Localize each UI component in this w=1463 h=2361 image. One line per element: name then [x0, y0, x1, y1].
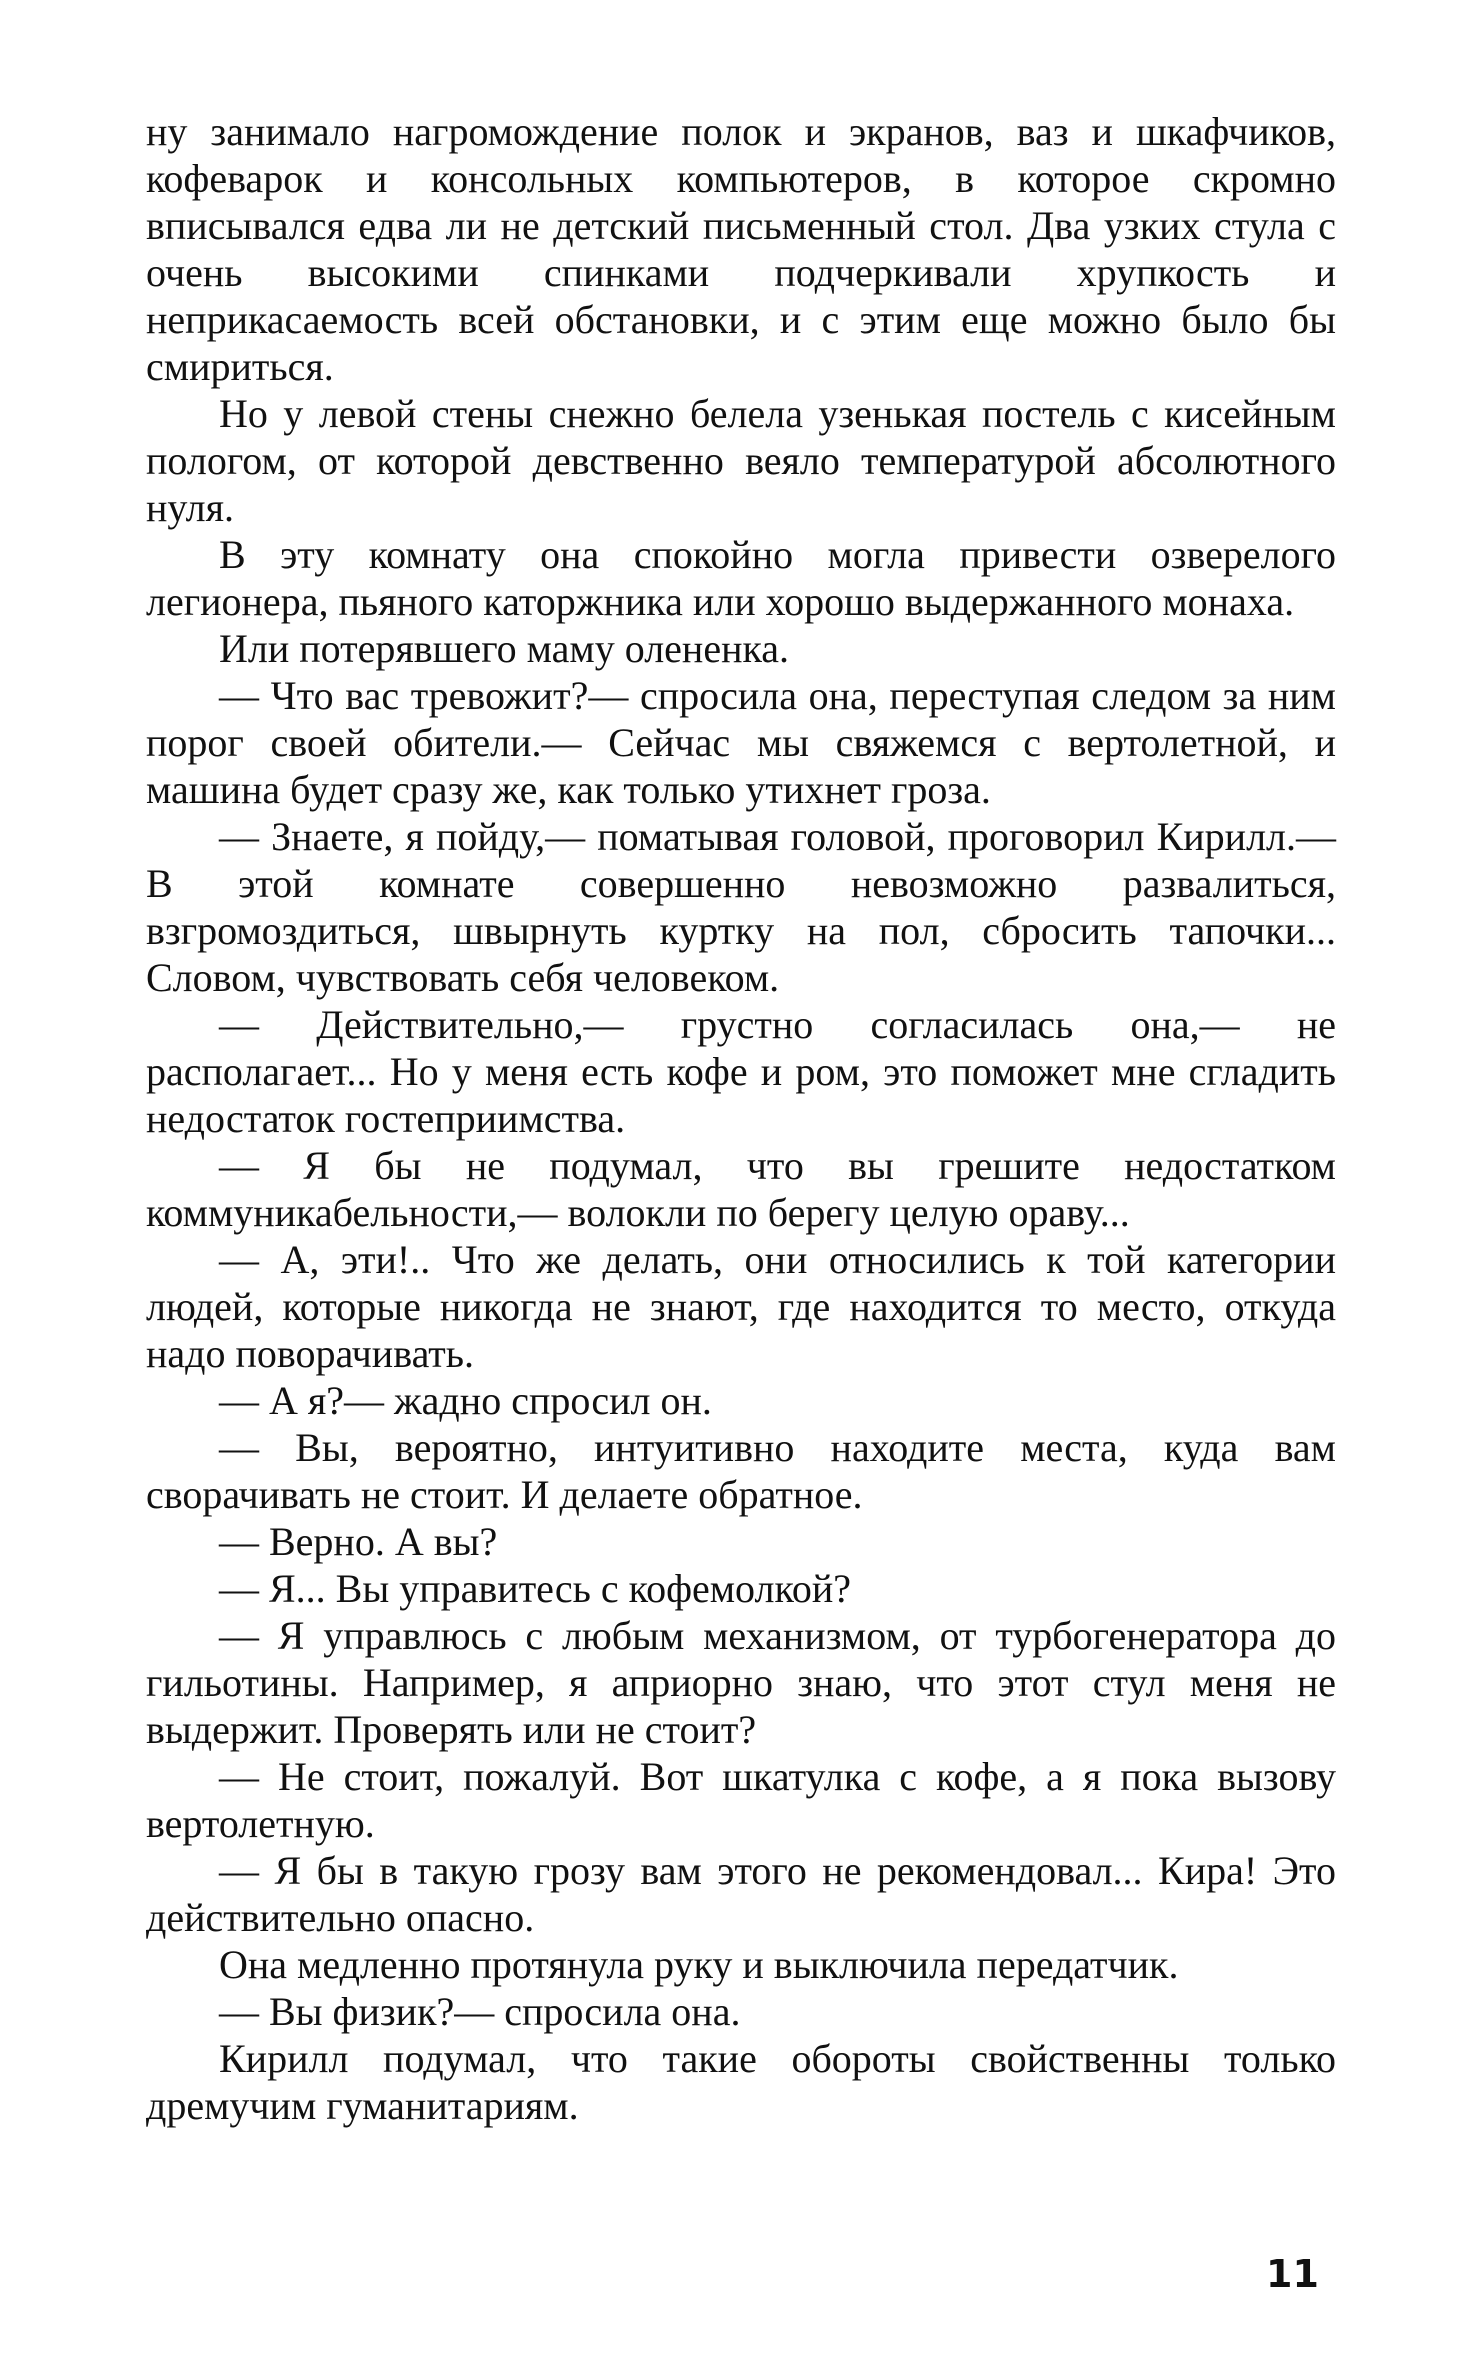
dialogue-paragraph: — Вы физик?— спросила она. — [219, 1989, 741, 2034]
dialogue-paragraph: — Не стоит, пожалуй. Вот шкатулка с кофе, а я пока вызову вертолетную. — [146, 1754, 1336, 1846]
paragraph: В эту комнату она спокойно могла привести озверелого легионера, пьяного каторжника или хорошо выдержанного монаха. — [146, 532, 1336, 624]
dialogue-paragraph: — А, эти!.. Что же делать, они относились к той категории людей, которые никогда не знают, где находится то место, откуда надо поворачивать. — [146, 1237, 1336, 1376]
dialogue-paragraph: — А я?— жадно спросил он. — [219, 1378, 712, 1423]
dialogue-paragraph: — Что вас тревожит?— спросила она, переступая следом за ним порог своей обители.— Сейчас мы свяжемся с вертолетной, и машина будет сразу же, как только утихнет гроза. — [146, 673, 1336, 812]
paragraph: Или потерявшего маму олененка. — [219, 626, 790, 671]
dialogue-paragraph: — Я бы не подумал, что вы грешите недостатком коммуникабельности,— волокли по берегу целую ораву... — [146, 1143, 1336, 1235]
dialogue-paragraph: — Я управлюсь с любым механизмом, от турбогенератора до гильотины. Например, я априорно знаю, что этот стул меня не выдержит. Проверять или не стоит? — [146, 1613, 1336, 1752]
dialogue-paragraph: — Верно. А вы? — [219, 1519, 498, 1564]
paragraph: Она медленно протянула руку и выключила передатчик. — [219, 1942, 1179, 1987]
dialogue-paragraph: — Знаете, я пойду,— поматывая головой, проговорил Кирилл.— В этой комнате совершенно невозможно развалиться, взгромоздиться, швырнуть куртку на пол, сбросить тапочки... Словом, чувствовать себя человеком. — [146, 814, 1336, 1000]
dialogue-paragraph: — Я бы в такую грозу вам этого не рекомендовал... Кира! Это действительно опасно. — [146, 1848, 1336, 1940]
paragraph: ну занимало нагромождение полок и экранов, ваз и шкафчиков, кофеварок и консольных компьютеров, в которое скромно вписывался едва ли не детский письменный стол. Два узких стула с очень высокими спинками подчеркивали хрупкость и неприкасаемость всей обстановки, и с этим еще можно было бы смириться. — [146, 109, 1336, 389]
dialogue-paragraph: — Вы, вероятно, интуитивно находите места, куда вам сворачивать не стоит. И делаете обратное. — [146, 1425, 1336, 1517]
dialogue-paragraph: — Я... Вы управитесь с кофемолкой? — [219, 1566, 852, 1611]
page-number: 11 — [1266, 2252, 1319, 2296]
paragraph: Кирилл подумал, что такие обороты свойственны только дремучим гуманитариям. — [146, 2036, 1336, 2128]
dialogue-paragraph: — Действительно,— грустно согласилась она,— не располагает... Но у меня есть кофе и ром, это поможет мне сгладить недостаток гостеприимства. — [146, 1002, 1336, 1141]
page-body — [146, 108, 1336, 2129]
paragraph: Но у левой стены снежно белела узенькая постель с кисейным пологом, от которой девственно веяло температурой абсолютного нуля. — [146, 391, 1336, 530]
